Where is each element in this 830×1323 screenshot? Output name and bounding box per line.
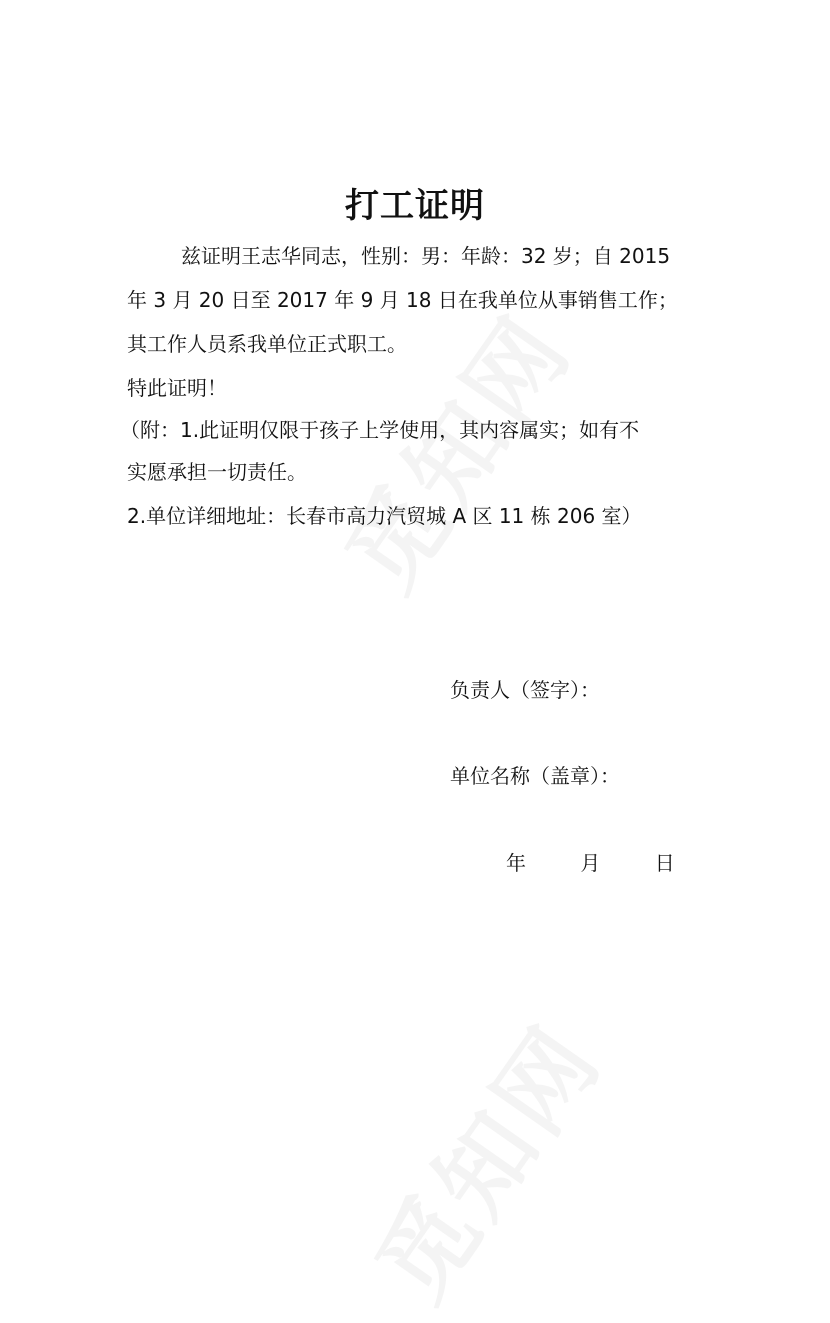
address-line: 2.单位详细地址：长春市高力汽贸城 A 区 11 栋 206 室） [127, 504, 642, 528]
date-day-label: 日 [654, 851, 675, 875]
watermark [339, 994, 627, 1323]
paragraph-line: 兹证明王志华同志，性别：男：年龄：32 岁；自 2015 [181, 244, 671, 268]
signature-person-label: 负责人（签字）： [450, 678, 600, 702]
signature-unit-label: 单位名称（盖章）： [450, 764, 620, 788]
paragraph-line: 年 3 月 20 日至 2017 年 9 月 18 日在我单位从事销售工作； [127, 288, 678, 312]
closing-statement: 特此证明！ [127, 376, 227, 400]
date-month-label: 月 [580, 851, 601, 875]
note-line: （附：1.此证明仅限于孩子上学使用，其内容属实；如有不 [120, 418, 640, 442]
date-row [506, 848, 675, 878]
page-title: 打工证明 [345, 186, 485, 226]
date-year-label: 年 [506, 851, 526, 875]
paragraph-line: 其工作人员系我单位正式职工。 [127, 332, 407, 356]
note-line: 实愿承担一切责任。 [127, 460, 307, 484]
